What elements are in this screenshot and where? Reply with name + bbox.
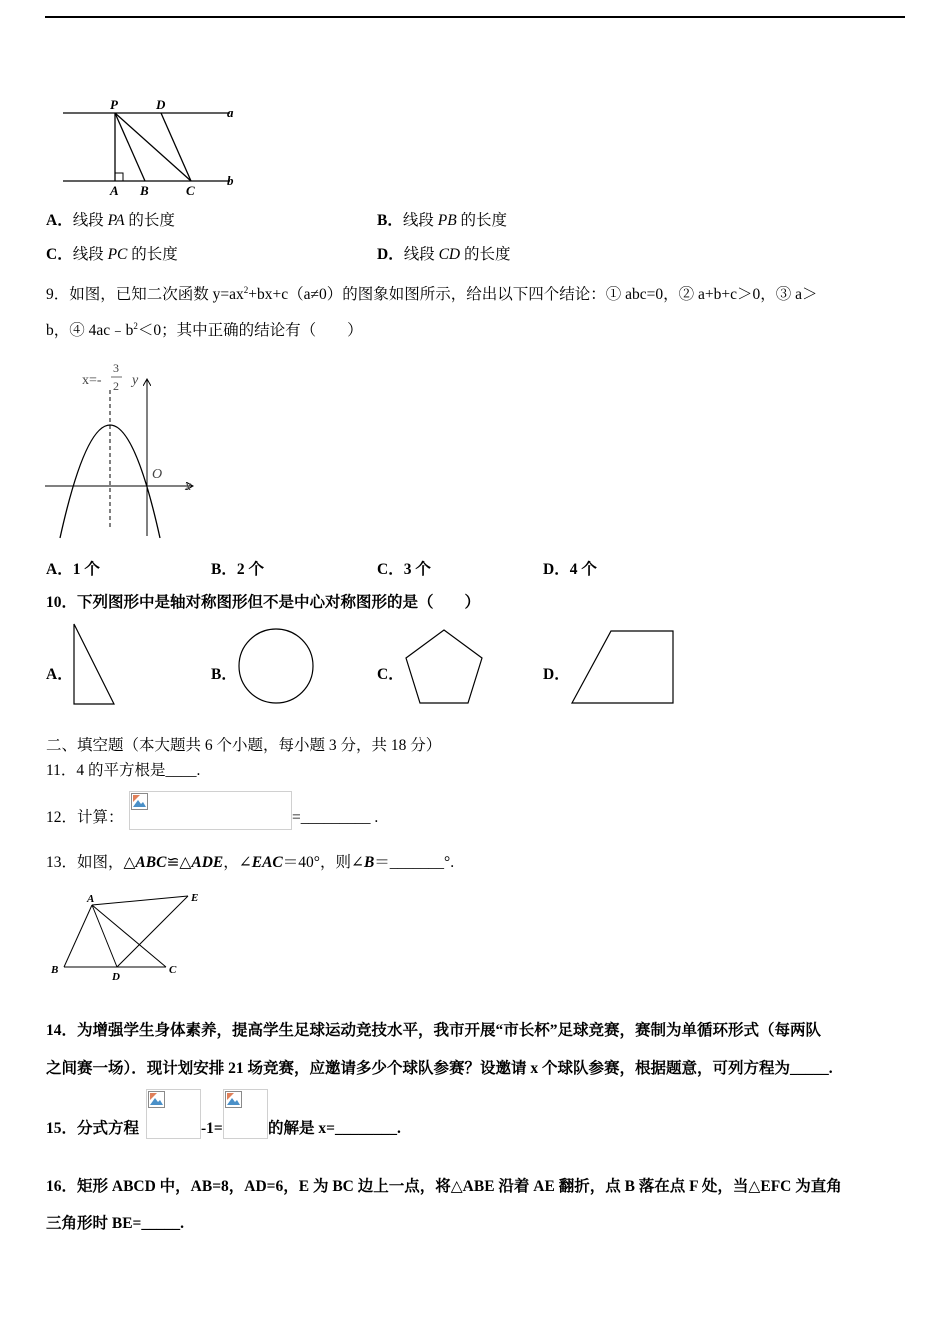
q13-stem: 13．如图，△ABC≌△ADE，∠EAC＝40°，则∠B＝_______°.: [46, 854, 455, 871]
header-rule: [45, 16, 905, 18]
q12-prefix: 12．计算：: [46, 809, 124, 826]
point-label-b: B: [140, 183, 149, 198]
point-label-c: C: [169, 964, 177, 976]
point-label-a: A: [110, 183, 119, 198]
q9-parabola-figure: [40, 350, 205, 545]
right-triangle-shape: [70, 620, 120, 708]
q9-stem-line1: 9．如图，已知二次函数 $y=ax^2+bx+c(a\ne 0)$的图象如图所示，给出以下四个结论：① abc=0，② a+b+c＞0，③ a＞: [46, 285, 818, 304]
line-label-a: a: [227, 105, 234, 120]
q10-label-a: A．: [46, 666, 73, 683]
q9-option-b: B．2 个: [211, 561, 264, 578]
point-label-b: B: [51, 964, 59, 976]
broken-image-icon: [148, 1091, 165, 1108]
q14-line2: 之间赛一场）．现计划安排 21 场竞赛，应邀请多少个球队参赛？设邀请 x 个球队参赛，根据题意，可列方程为_____.: [46, 1060, 833, 1077]
fraction-numerator: 3: [113, 361, 119, 375]
point-label-a: A: [87, 893, 95, 905]
q15-fraction-image-left: [146, 1089, 201, 1139]
q13-triangle-figure: [45, 888, 210, 983]
q9-option-a: A．1 个: [46, 561, 100, 578]
origin-label: O: [152, 467, 163, 482]
x-axis-label: x: [185, 479, 192, 494]
point-label-d: D: [156, 97, 166, 112]
broken-image-icon: [131, 793, 148, 810]
q12-suffix: =_________ .: [292, 809, 379, 826]
axis-of-symmetry-label: x=-: [82, 373, 102, 388]
y-axis-label: y: [132, 373, 139, 388]
q9-option-d: D．4 个: [543, 561, 597, 578]
q15-fraction-image-right: [223, 1089, 268, 1139]
q16-line2: 三角形时 BE=_____.: [46, 1215, 185, 1232]
q10-label-b: B．: [211, 666, 237, 683]
section-heading: 二、填空题（本大题共 6 个小题，每小题 3 分，共 18 分）: [46, 737, 442, 754]
circle-shape: [236, 626, 316, 706]
q15-suffix: 的解是 x=________.: [268, 1120, 401, 1137]
point-label-e: E: [191, 892, 199, 904]
q16-line1: 16．矩形 ABCD 中，AB=8，AD=6，E 为 BC 边上一点，将△ABE 沿着 AE 翻折，点 B 落在点 F 处，当△EFC 为直角: [46, 1178, 842, 1195]
q8-option-d: D．线段 CD 的长度: [377, 246, 511, 263]
q8-option-b: B．线段 PB 的长度: [377, 212, 508, 229]
broken-image-icon: [225, 1091, 242, 1108]
q12-formula-image: [129, 791, 292, 830]
point-label-c: C: [186, 183, 195, 198]
q11: 11．4 的平方根是____.: [46, 762, 201, 779]
point-label-p: P: [110, 97, 118, 112]
q9-stem-line2: b，④ $4ac﹣b^2<0$；其中正确的结论有（ ）: [46, 321, 363, 340]
q8-option-c: C．线段 PC 的长度: [46, 246, 178, 263]
fraction-denominator: 2: [113, 379, 119, 393]
q14-line1: 14．为增强学生身体素养，提高学生足球运动竞技水平，我市开展“市长杯”足球竞赛，赛制为单循环形式（每两队: [46, 1022, 822, 1039]
q15-middle: -1=: [201, 1120, 223, 1137]
q10-label-c: C．: [377, 666, 404, 683]
q10-stem: 10．下列图形中是轴对称图形但不是中心对称图形的是（ ）: [46, 594, 481, 611]
q10-label-d: D．: [543, 666, 570, 683]
point-label-d: D: [112, 971, 120, 983]
q9-option-c: C．3 个: [377, 561, 431, 578]
trapezoid-shape: [568, 627, 678, 707]
q8-figure: [55, 95, 245, 200]
q8-option-a: A．线段 PA 的长度: [46, 212, 175, 229]
q15-prefix: 15．分式方程: [46, 1120, 140, 1137]
line-label-b: b: [227, 173, 234, 188]
pentagon-shape: [402, 627, 486, 707]
